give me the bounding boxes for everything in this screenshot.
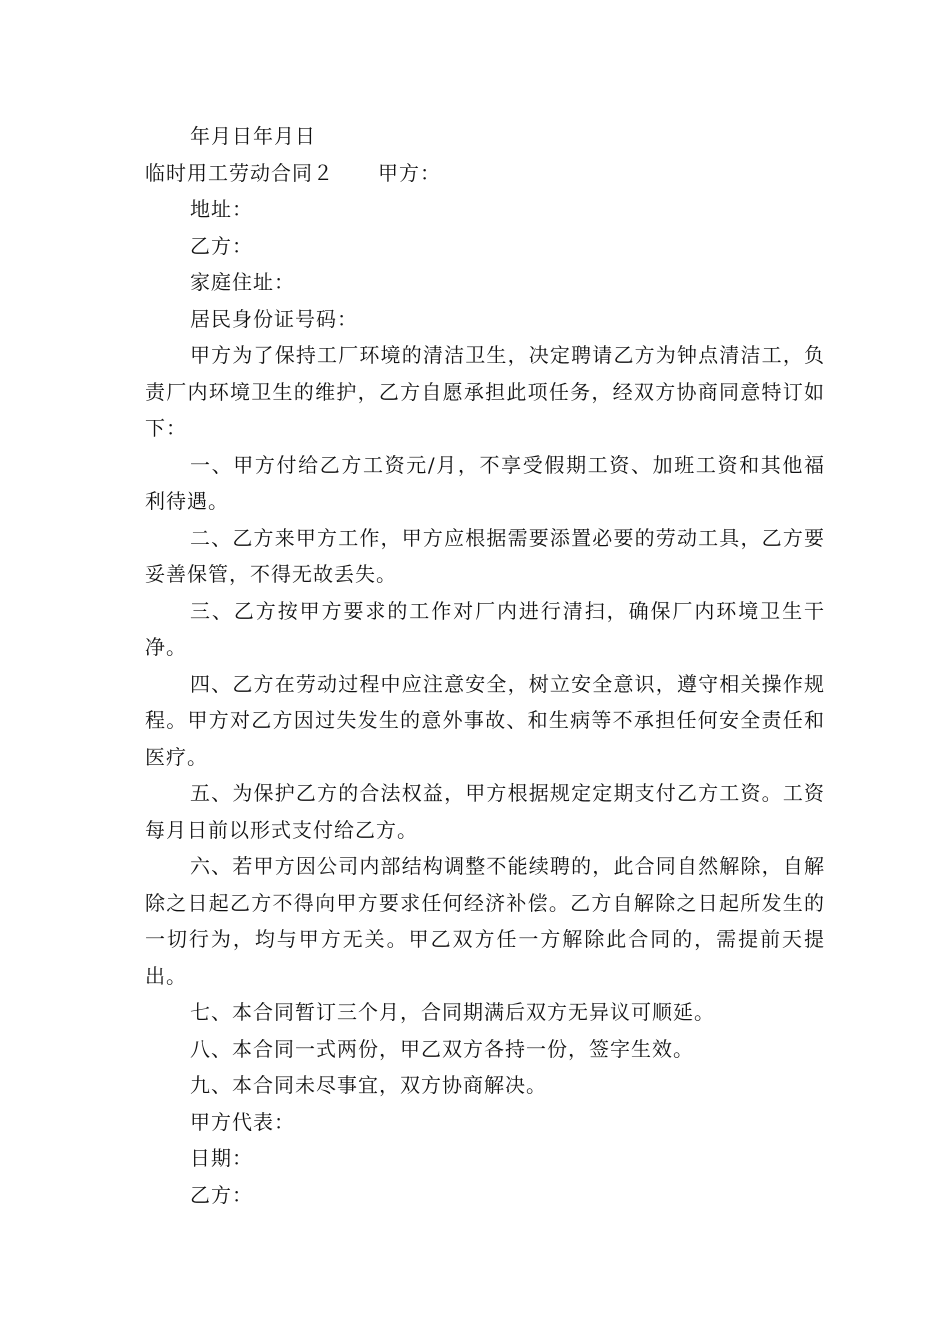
id-number-label: 居民身份证号码： bbox=[190, 306, 358, 331]
clause-9: 九、本合同未尽事宜，双方协商解决。 bbox=[190, 1073, 547, 1097]
clause-5: 五、为保护乙方的合法权益，甲方根据规定定期支付乙方工资。工资每月日前以形式支付给乙方。 bbox=[145, 781, 825, 842]
intro-paragraph: 甲方为了保持工厂环境的清洁卫生，决定聘请乙方为钟点清洁工，负责厂内环境卫生的维护，乙方自愿承担此项任务，经双方协商同意特订如下： bbox=[145, 343, 825, 440]
home-address-label: 家庭住址： bbox=[190, 270, 295, 294]
clause-8: 八、本合同一式两份，甲乙双方各持一份，签字生效。 bbox=[190, 1036, 694, 1061]
party-a-label: 甲方： bbox=[378, 160, 441, 185]
clause-1: 一、甲方付给乙方工资元/月，不享受假期工资、加班工资和其他福利待遇。 bbox=[145, 452, 825, 513]
party-b-signature-label: 乙方： bbox=[190, 1182, 253, 1207]
party-b-label: 乙方： bbox=[190, 233, 253, 258]
party-a-representative-label: 甲方代表： bbox=[190, 1109, 295, 1134]
contract-body bbox=[145, 118, 825, 1213]
date-line: 年月日年月日 bbox=[190, 124, 316, 148]
address-label: 地址： bbox=[190, 197, 253, 221]
clause-3: 三、乙方按甲方要求的工作对厂内进行清扫，确保厂内环境卫生干净。 bbox=[145, 598, 825, 659]
clause-4: 四、乙方在劳动过程中应注意安全，树立安全意识，遵守相关操作规程。甲方对乙方因过失发生的意外事故、和生病等不承担任何安全责任和医疗。 bbox=[145, 671, 825, 769]
title-line bbox=[145, 155, 825, 192]
clause-2: 二、乙方来甲方工作，甲方应根据需要添置必要的劳动工具，乙方要妥善保管，不得无故丢失。 bbox=[145, 525, 825, 586]
contract-title: 临时用工劳动合同２ bbox=[145, 160, 334, 185]
clause-7: 七、本合同暂订三个月，合同期满后双方无异议可顺延。 bbox=[190, 1000, 715, 1024]
clause-6: 六、若甲方因公司内部结构调整不能续聘的，此合同自然解除，自解除之日起乙方不得向甲方要求任何经济补偿。乙方自解除之日起所发生的一切行为，均与甲方无关。甲乙双方任一方解除此合同的，需提前天提出。 bbox=[145, 854, 825, 988]
date-label: 日期： bbox=[190, 1146, 253, 1170]
